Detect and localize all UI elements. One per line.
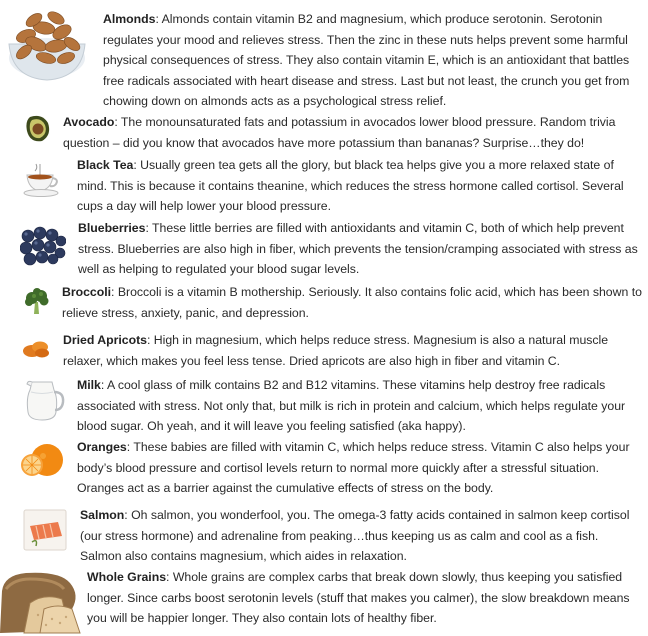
bread-icon [0,569,82,636]
food-name: Blueberries [78,221,146,235]
food-description: : The monounsaturated fats and potassium in avocados lower blood pressure. Random trivia question – did you know that avocados have more potassium than bananas? Surprise…they do! [63,115,616,150]
food-description: : A cool glass of milk contains B2 and B12 vitamins. These vitamins help destroy free radicals associated with stress. Not only that, but milk is rich in protein and calcium, which helps regulate your blood sugar. Oh yeah, and it will leave you feeling satisfied (aka happy). [77,378,626,434]
food-name: Almonds [103,12,156,26]
food-name: Milk [77,378,101,392]
food-description: : Almonds contain vitamin B2 and magnesium, which produce serotonin. Serotonin regulates your mood and relieves stress. Then the zinc in these nuts helps prevent some harmful physical consequences of stress. They also contain vitamin E, which is an antioxidant that battles free radicals associated with heart disease and stress. Last but not least, the crunch you get from chowing down on almonds acts as a psychological stress relief. [103,12,630,109]
dried-apricots-icon [22,339,50,359]
oranges-icon [20,443,66,479]
food-description: : Usually green tea gets all the glory, but black tea helps give you a more relaxed state of mind. This is because it contains theanine, which reduces the stress hormone called cortisol. Several cups a day will help lower your blood pressure. [77,158,624,214]
broccoli-icon [24,288,50,316]
blueberries-icon [20,226,66,266]
food-name: Oranges [77,440,127,454]
food-name: Black Tea [77,158,134,172]
food-name: Dried Apricots [63,333,147,347]
food-description: : These little berries are filled with antioxidants and vitamin C, both of which help prevent stress. Blueberries are also high in fiber, which prevents the tension/cramping associated with stress as well as helping to regulated your blood sugar levels. [78,221,638,277]
salmon-icon [22,508,68,552]
food-description: : Whole grains are complex carbs that break down slowly, thus keeping you satisfied longer. Since carbs boost serotonin levels (stuff that makes you calmer), the slow breakdown means you will be happier longer. They also contain lots of healthy fiber. [87,570,630,626]
food-description: : Oh salmon, you wonderfool, you. The omega-3 fatty acids contained in salmon keep cortisol (our stress hormone) and adrenaline from peaking…thus keeping us as calm and cool as a fish. Salmon also contains magnesium, which aides in relaxation. [80,508,630,564]
food-description: : Broccoli is a vitamin B mothership. Seriously. It also contains folic acid, which has been shown to relieve stress, anxiety, panic, and depression. [62,285,642,320]
food-name: Broccoli [62,285,112,299]
almonds-icon [4,6,90,84]
food-name: Avocado [63,115,115,129]
avocado-icon [24,113,52,143]
milk-jug-icon [22,378,68,422]
tea-cup-icon [22,162,62,198]
food-name: Salmon [80,508,125,522]
food-description: : These babies are filled with vitamin C, which helps reduce stress. Vitamin C also helps your body’s blood pressure and cortisol levels return to normal more quickly after a stressful situation. Oranges act as a barrier against the cumulative effects of stress on the body. [77,440,630,496]
food-name: Whole Grains [87,570,167,584]
food-description: : High in magnesium, which helps reduce stress. Magnesium is also a natural muscle relaxer, which makes you feel less tense. Dried apricots are also high in fiber and vitamin C. [63,333,609,368]
